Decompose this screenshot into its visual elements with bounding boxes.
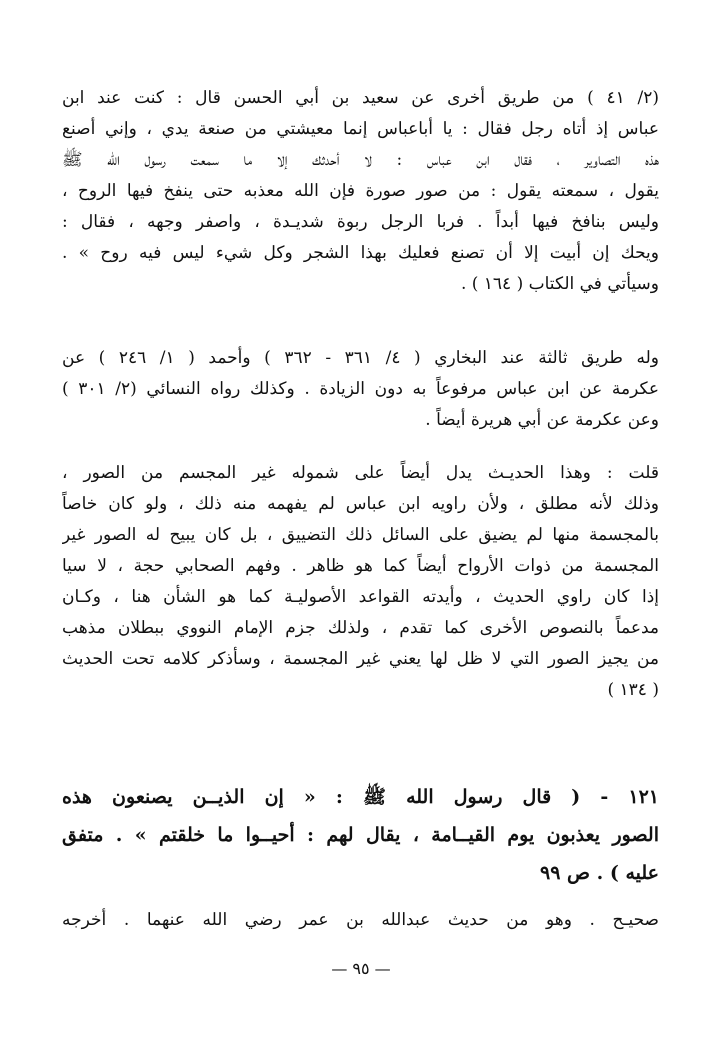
text-line-bold: ١٢١ - ( قال رسول الله ﷺ : « إن الذيــن يصنعون هذه bbox=[62, 786, 659, 808]
text-line-bold: الصور يعذبون يوم القيــامة ، يقال لهم : أحيــوا ما خلقتم » . متفق bbox=[62, 824, 659, 846]
text-line: وليس بنافخ فيها أبداً . فربا الرجل ربوة شديـدة ، واصفر وجهه ، فقال : bbox=[62, 212, 659, 232]
text-line: إذا كان راوي الحديث ، وأيدته القواعد الأصوليـة كما هو الشأن هنا ، وكـان bbox=[62, 587, 659, 607]
page-number: — ٩٥ — bbox=[331, 959, 391, 978]
text-line-bold: عليه ) . ص ٩٩ bbox=[539, 862, 659, 884]
text-line: من يجيز الصور التي لا ظل لها يعني غير المجسمة ، وسأذكر كلامه تحت الحديث bbox=[62, 649, 659, 669]
text-line: بالمجسمة منها لم يضيق على السائل ذلك التضييق ، بل كان يبيح له الصور غير bbox=[62, 525, 659, 545]
paragraph-hadith-ibn-abbas bbox=[62, 83, 659, 300]
text-line: المجسمة من ذوات الأرواح أيضاً كما هو ظاهر . وفهم الصحابي حجة ، لا سيا bbox=[62, 556, 659, 576]
text-line: وله طريق ثالثة عند البخاري ( ٤/ ٣٦١ - ٣٦٢ ) وأحمد ( ١/ ٢٤٦ ) عن bbox=[62, 348, 659, 368]
text-line: صحيـح . وهو من حديث عبدالله بن عمر رضي الله عنهما . أخرجه bbox=[62, 910, 659, 930]
text-line: ( ١٣٤ ) bbox=[607, 680, 659, 700]
text-line: وذلك لأنه مطلق ، ولأن راويه ابن عباس لم يفهمه منه ذلك ، ولو كان خاصاً bbox=[62, 494, 659, 514]
text-line: عكرمة عن ابن عباس مرفوعاً به دون الزيادة . وكذلك رواه النسائي (٢/ ٣٠١ ) bbox=[62, 379, 659, 399]
text-line: عباس إذ أتاه رجل فقال : يا أباعباس إنما معيشتي من صنعة يدي ، وإني أصنع bbox=[62, 119, 659, 139]
paragraph-hadith-121 bbox=[62, 778, 659, 892]
text-line: قلت : وهذا الحديـث يدل أيضاً على شموله غير المجسم من الصور ، bbox=[62, 463, 659, 483]
text-line: يقول ، سمعته يقول : من صور صورة فإن الله معذبه حتى ينفخ فيها الروح ، bbox=[62, 181, 659, 201]
text-line: هذه التصاوير ، فقال ابن عباس : لا أحدثك إلا ما سمعت رسول الله ﷺ bbox=[62, 150, 659, 170]
paragraph-third-route bbox=[62, 343, 659, 436]
paragraph-authentication bbox=[62, 905, 659, 936]
paragraph-commentary bbox=[62, 458, 659, 706]
text-line: وعن عكرمة عن أبي هريرة أيضاً . bbox=[425, 410, 659, 430]
text-line: مدعماً بالنصوص الأخرى كما تقدم ، ولذلك جزم الإمام النووي ببطلان مذهب bbox=[62, 618, 659, 638]
text-line: (٢/ ٤١ ) من طريق أخرى عن سعيد بن أبي الحسن قال : كنت عند ابن bbox=[62, 88, 659, 108]
text-line: وسيأتي في الكتاب ( ١٦٤ ) . bbox=[460, 274, 659, 294]
text-line: ويحك إن أبيت إلا أن تصنع فعليك بهذا الشجر وكل شيء ليس فيه روح » . bbox=[62, 243, 659, 263]
